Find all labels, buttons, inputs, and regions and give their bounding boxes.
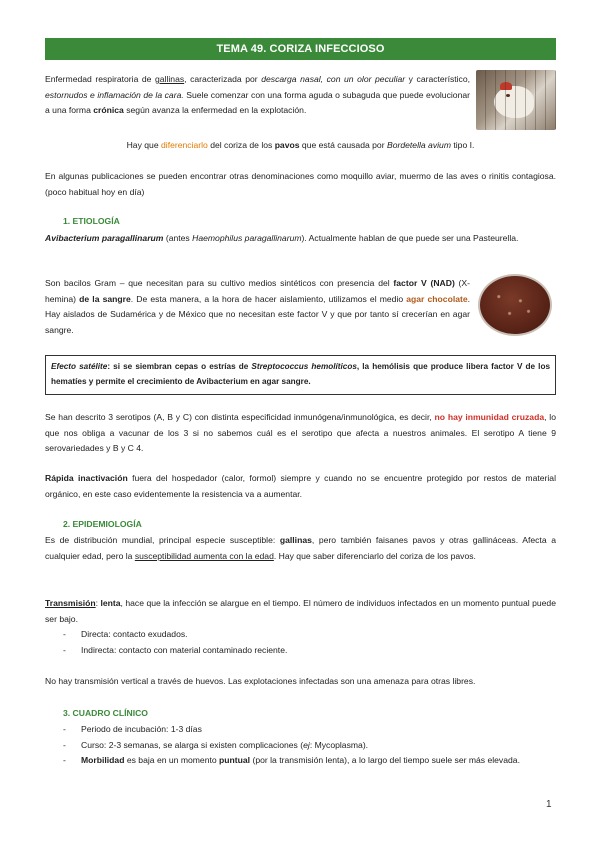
hen-photo-image: [476, 70, 556, 130]
text-run: Es de distribución mundial, principal especie susceptible:: [45, 535, 280, 545]
cage-bars: [476, 70, 556, 130]
section-heading-epidemiologia: 2. EPIDEMIOLOGÍA: [63, 519, 142, 529]
inactivacion-paragraph: [45, 471, 556, 502]
differentiate-note: [45, 138, 556, 154]
text-run: diferenciarlo: [161, 140, 208, 150]
text-run: de la sangre: [79, 293, 131, 304]
text-run: Curso: 2-3 semanas, se alarga si existen complicaciones (: [81, 739, 304, 750]
text-run: . Hay aislados de Sudamérica y de México que no necesitan este factor V y que por tanto sí crecerían en agar sangre.: [45, 293, 471, 335]
text-run: Bordetella avium: [386, 140, 451, 150]
satellite-effect-box: [45, 355, 556, 395]
text-run: (X- hemina): [45, 278, 471, 304]
text-run: Rápida inactivación: [45, 473, 128, 483]
text-run: Hay que: [126, 140, 161, 150]
intro-paragraph: [45, 72, 470, 119]
text-run: agar chocolate: [406, 293, 468, 304]
text-run: :: [95, 598, 101, 608]
text-run: susceptibilidad aumenta con la edad: [134, 550, 274, 561]
page-number: 1: [546, 799, 552, 810]
text-run: . De esta manera, a la hora de hacer aislamiento, utilizamos el medio: [130, 293, 407, 304]
list-item: - Indirecta: contacto con material contaminado reciente.: [63, 643, 553, 659]
agar-colonies: [488, 284, 542, 326]
text-run: tipo I.: [450, 140, 475, 150]
text-run: lenta: [100, 598, 121, 608]
text-run: fuera del hospedador (calor, formol) siempre y cuando no se encuentre protegido por restos de material orgánico, en este caso evidentemente la resistencia va a aumentar.: [45, 473, 556, 499]
text-run: del coriza de los: [207, 140, 275, 150]
text-run: (antes: [163, 233, 193, 243]
publicaciones-paragraph: En algunas publicaciones se pueden encontrar otras denominaciones como moquillo aviar, muermo de las aves o rinitis contagiosa. (poco habitual hoy en día): [45, 171, 556, 197]
text-run: puntual: [219, 755, 251, 765]
list-item: [63, 753, 556, 769]
list-item: - Periodo de incubación: 1-3 días: [63, 722, 556, 738]
text-run: Suele comenzar con una forma aguda o subaguda que puede evolucionar a una forma: [45, 89, 470, 115]
text-run: pavos: [274, 140, 300, 150]
text-run: gallinas: [155, 74, 185, 84]
text-run: , pero también faisanes pavos y otras gallináceas. Afecta a cualquier edad, pero la: [45, 535, 556, 561]
serotipos-paragraph: [45, 410, 556, 457]
text-run: factor V (NAD): [393, 278, 455, 288]
etiologia-paragraph-2: [45, 276, 470, 338]
text-run: Streptococcus hemolíticos: [251, 362, 357, 371]
text-run: , lo que nos obliga a vacunar de los 3 si no sabemos cuál es el serotipo que afecta a nuestros animales. El serotipo A tiene 9 serovariedades y B y C 4.: [45, 412, 556, 453]
text-run: que está causada por: [299, 140, 387, 150]
text-run: descarga nasal, con un olor peculiar: [261, 74, 406, 84]
text-run: . Hay que saber diferenciarlo del coriza de los pavos.: [273, 550, 476, 561]
text-run: no hay inmunidad cruzada: [434, 412, 545, 422]
text-run: ). Actualmente hablan de que puede ser una Pasteurella.: [301, 233, 519, 243]
text-run: Avibacterium paragallinarum: [45, 233, 164, 243]
text-run: gallinas: [279, 535, 312, 545]
text-run: crónica: [93, 105, 124, 115]
list-item: [63, 738, 556, 754]
text-run: Transmisión: [45, 598, 96, 608]
text-run: (por la transmisión lenta), a lo largo del tiempo suele ser más elevada.: [250, 755, 520, 765]
text-run: , la hemólisis que produce libera factor V de los hematíes y permite el crecimiento de Avibacterium en agar sangre.: [51, 362, 551, 386]
cuadro-clinico-list: [63, 722, 556, 769]
text-run: : Mycoplasma).: [309, 739, 369, 750]
text-run: Enfermedad respiratoria de: [45, 74, 156, 84]
transmision-paragraph: [45, 596, 556, 627]
text-run: Se han descrito 3 serotipos (A, B y C) con distinta especificidad inmunógena/inmunológica, es decir,: [45, 412, 435, 422]
text-run: y característico,: [405, 74, 471, 84]
text-run: Efecto satélite: [51, 362, 108, 371]
text-run: : si se siembran cepas o estrías de: [107, 362, 252, 371]
text-run: ej: [303, 739, 310, 750]
section-heading-cuadro-clinico: 3. CUADRO CLÍNICO: [63, 708, 148, 718]
text-run: estornudos e inflamación de la cara.: [45, 89, 184, 100]
epidemiologia-paragraph: [45, 533, 556, 564]
text-run: Morbilidad: [81, 755, 125, 765]
text-run: es baja en un momento: [124, 755, 220, 765]
transmision-list: [63, 627, 553, 658]
text-run: según avanza la enfermedad en la explotación.: [123, 105, 307, 115]
text-run: Son bacilos Gram – que necesitan para su cultivo medios sintéticos con presencia del: [45, 278, 394, 288]
etiologia-paragraph-1: [45, 231, 556, 247]
agar-plate-image: [478, 274, 552, 336]
text-run: Haemophilus paragallinarum: [192, 233, 302, 243]
section-heading-etiologia: 1. ETIOLOGÍA: [63, 216, 120, 226]
list-item: - Directa: contacto exudados.: [63, 627, 553, 643]
text-run: , caracterizada por: [184, 74, 262, 84]
page-title: TEMA 49. CORIZA INFECCIOSO: [45, 38, 556, 60]
vertical-transmission-paragraph: No hay transmisión vertical a través de huevos. Las explotaciones infectadas son una amenaza para otras libres.: [45, 676, 476, 686]
text-run: , hace que la infección se alargue en el tiempo. El número de individuos infectados en un momento puntual puede ser bajo.: [45, 598, 556, 624]
